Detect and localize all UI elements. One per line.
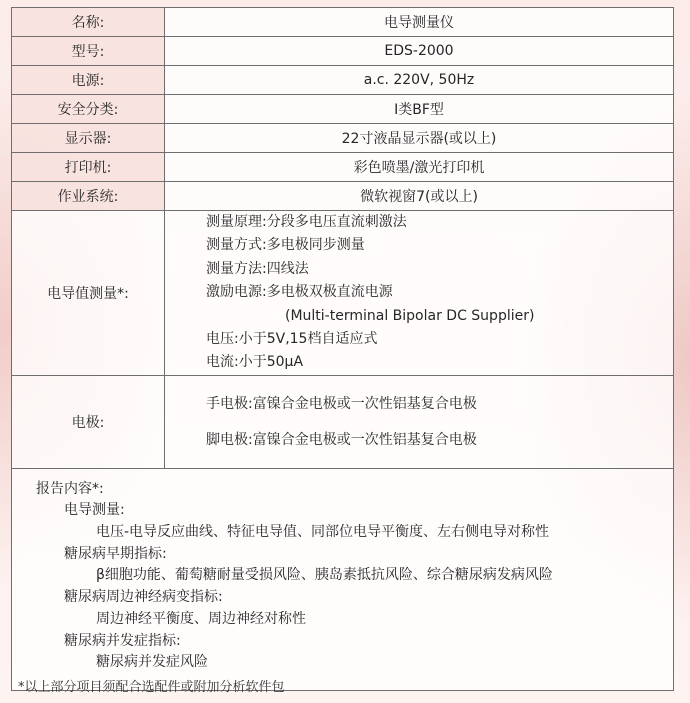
measurement-excitation-en: (Multi-terminal Bipolar DC Supplier) <box>285 307 535 324</box>
report-item-neuropathy: 周边神经平衡度、周边神经对称性 <box>96 610 306 627</box>
hand-electrode: 手电极:富镍合金电极或一次性铝基复合电极 <box>206 395 477 412</box>
spec-value: 22寸液晶显示器(或以上) <box>165 124 674 153</box>
spec-row-os <box>12 182 674 211</box>
measurement-voltage: 电压:小于5V,15档自适应式 <box>206 330 378 347</box>
spec-table <box>11 7 674 691</box>
report-row <box>12 468 674 690</box>
measurement-principle: 测量原理:分段多电压直流刺激法 <box>206 214 407 230</box>
measurement-details <box>165 211 674 376</box>
report-title: 报告内容*: <box>36 480 104 497</box>
spec-row-safety <box>12 95 674 124</box>
spec-label: 显示器: <box>12 124 165 153</box>
spec-label: 名称: <box>12 8 165 37</box>
electrode-label: 电极: <box>12 375 165 468</box>
measurement-method: 测量方法:四线法 <box>206 260 309 277</box>
spec-value: EDS-2000 <box>165 37 674 66</box>
report-item-complication: 糖尿病并发症风险 <box>96 654 208 671</box>
measurement-excitation: 激励电源:多电极双极直流电源 <box>206 284 393 301</box>
measurement-label: 电导值测量*: <box>12 211 165 376</box>
report-heading-complication: 糖尿病并发症指标: <box>64 632 181 649</box>
spec-label: 作业系统: <box>12 182 165 211</box>
spec-value: 彩色喷墨/激光打印机 <box>165 153 674 182</box>
spec-row-power <box>12 66 674 95</box>
spec-label: 型号: <box>12 37 165 66</box>
report-item-early-diabetes: β细胞功能、葡萄糖耐量受损风险、胰岛素抵抗风险、综合糖尿病发病风险 <box>96 567 553 584</box>
spec-row-name <box>12 8 674 37</box>
spec-label: 打印机: <box>12 153 165 182</box>
spec-row-model <box>12 37 674 66</box>
spec-value: I类BF型 <box>165 95 674 124</box>
spec-value: a.c. 220V, 50Hz <box>165 66 674 95</box>
spec-row-display <box>12 124 674 153</box>
spec-row-printer <box>12 153 674 182</box>
spec-value: 电导测量仪 <box>165 8 674 37</box>
report-item-conductance: 电压-电导反应曲线、特征电导值、同部位电导平衡度、左右侧电导对称性 <box>96 524 550 541</box>
report-heading-early-diabetes: 糖尿病早期指标: <box>64 545 167 562</box>
foot-electrode: 脚电极:富镍合金电极或一次性铝基复合电极 <box>206 431 477 448</box>
report-heading-conductance: 电导测量: <box>64 502 125 519</box>
spec-value: 微软视窗7(或以上) <box>165 182 674 211</box>
spec-row-measurement <box>12 211 674 376</box>
footnote: *以上部分项目须配合选配件或附加分析软件包 <box>18 680 285 695</box>
spec-label: 电源: <box>12 66 165 95</box>
measurement-mode: 测量方式:多电极同步测量 <box>206 237 365 254</box>
measurement-current: 电流:小于50μA <box>206 354 304 371</box>
spec-row-electrode <box>12 375 674 468</box>
report-contents <box>12 468 674 690</box>
report-heading-neuropathy: 糖尿病周边神经病变指标: <box>64 589 223 606</box>
electrode-details <box>165 375 674 468</box>
spec-label: 安全分类: <box>12 95 165 124</box>
